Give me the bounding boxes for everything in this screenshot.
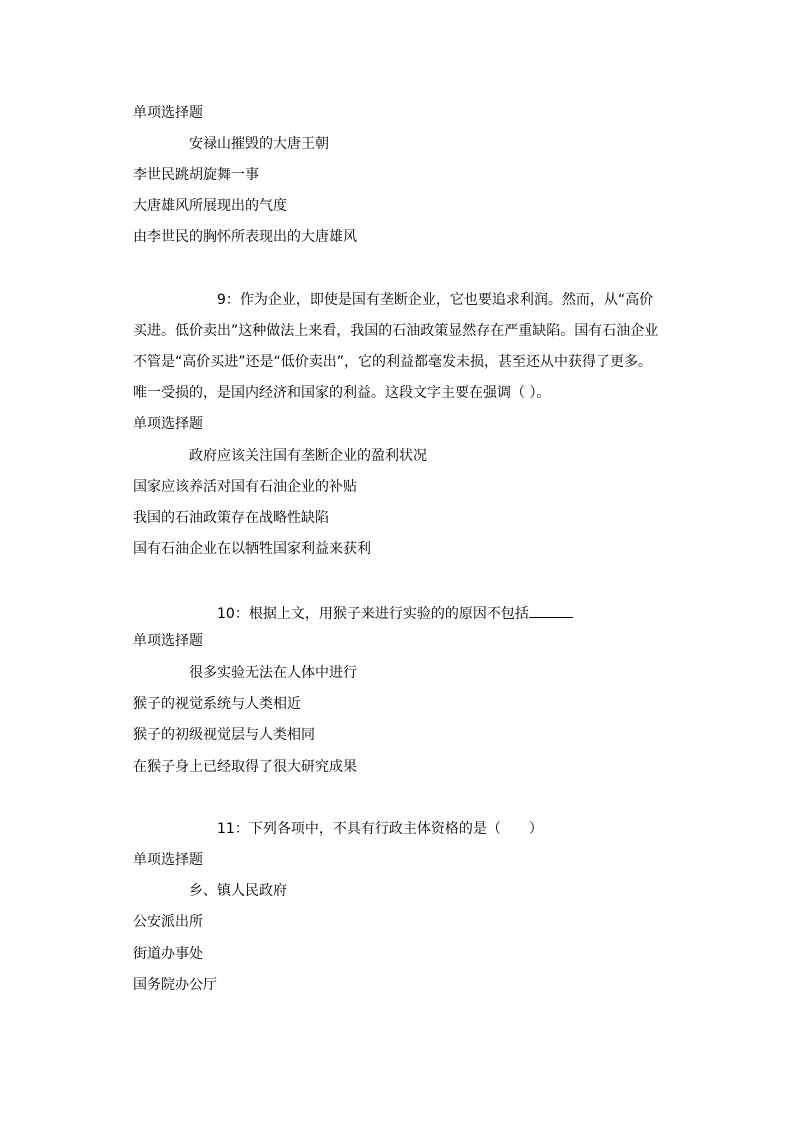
option-b: 公安派出所: [133, 914, 203, 930]
question-type: 单项选择题: [133, 852, 203, 868]
question-text-wrap: [217, 603, 573, 623]
question-type: 单项选择题: [133, 633, 203, 649]
option-d: 国有石油企业在以牺牲国家利益来获利: [133, 541, 371, 557]
option-b: 国家应该养活对国有石油企业的补贴: [133, 479, 357, 495]
option-c: 猴子的初级视觉层与人类相同: [133, 727, 315, 743]
question-type: 单项选择题: [133, 105, 203, 121]
option-b: 猴子的视觉系统与人类相近: [133, 696, 301, 712]
option-a: 很多实验无法在人体中进行: [189, 665, 357, 681]
option-c: 我国的石油政策存在战略性缺陷: [133, 510, 329, 526]
question-type: 单项选择题: [133, 416, 203, 432]
option-d: 由李世民的胸怀所表现出的大唐雄风: [133, 229, 357, 245]
answer-blank: [529, 603, 573, 618]
option-a: 安禄山摧毁的大唐王朝: [189, 136, 329, 152]
question-text: 11：下列各项中，不具有行政主体资格的是（ ）: [217, 821, 543, 837]
option-c: 大唐雄风所展现出的气度: [133, 198, 287, 214]
option-d: 国务院办公厅: [133, 977, 217, 993]
option-d: 在猴子身上已经取得了很大研究成果: [133, 759, 357, 775]
question-text: 9：作为企业，即使是国有垄断企业，它也要追求利润。然而，从“高价买进。低价卖出”这种做法上来看，我国的石油政策显然存在严重缺陷。国有石油企业不管是“高价买进”还是“低价卖出”，它的利益都毫发未损，甚至还从中获得了更多。唯一受损的，是国内经济和国家的利益。这段文字主要在强调（ ）。: [133, 292, 659, 401]
question-text: 10：根据上文，用猴子来进行实验的的原因不包括: [217, 606, 529, 622]
option-a: 政府应该关注国有垄断企业的盈利状况: [189, 448, 427, 464]
option-c: 街道办事处: [133, 946, 203, 962]
option-a: 乡、镇人民政府: [189, 883, 287, 899]
option-b: 李世民跳胡旋舞一事: [133, 167, 259, 183]
